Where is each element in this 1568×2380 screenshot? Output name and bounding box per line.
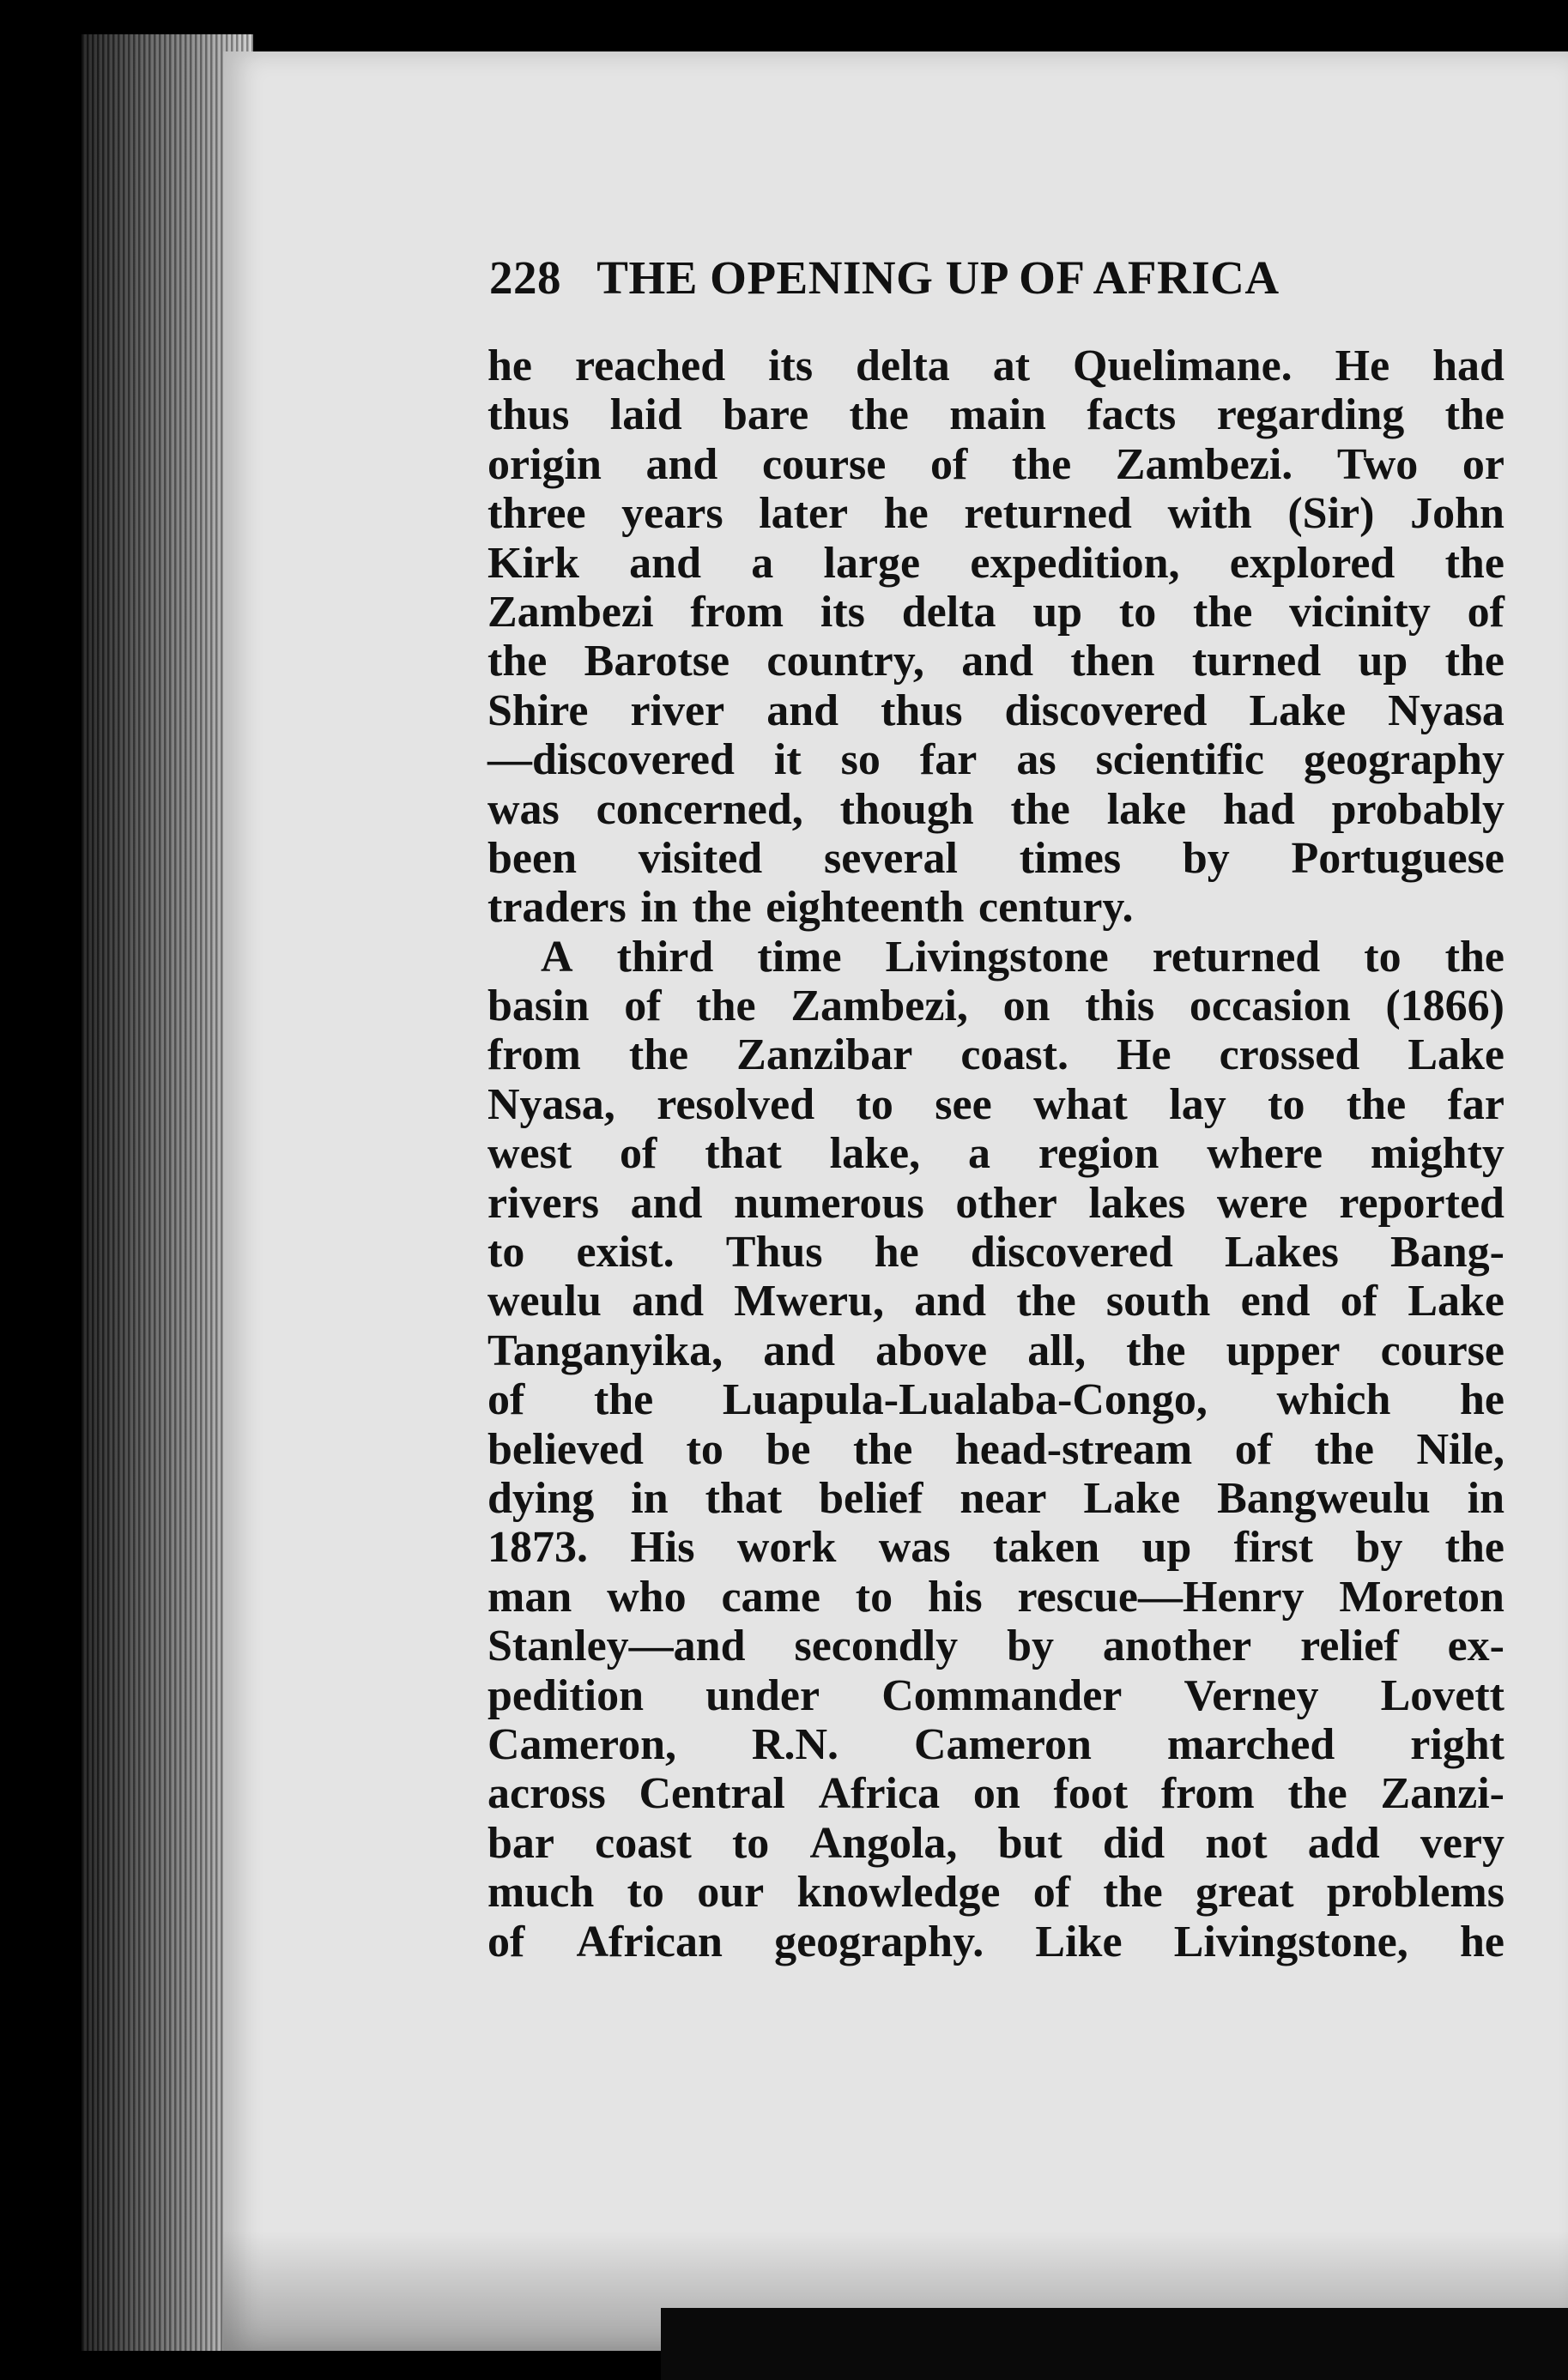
text-line bbox=[487, 1326, 1504, 1375]
text-line bbox=[487, 1720, 1504, 1769]
word: times bbox=[1019, 833, 1122, 883]
word: the bbox=[849, 390, 909, 440]
word: Mweru, bbox=[734, 1277, 884, 1326]
word: very bbox=[1420, 1818, 1504, 1868]
text-line bbox=[487, 735, 1504, 784]
text-line bbox=[487, 1769, 1504, 1818]
word: of bbox=[1340, 1277, 1378, 1326]
word: Lovett bbox=[1380, 1670, 1504, 1720]
word: Cameron, bbox=[487, 1719, 677, 1769]
word: the bbox=[1010, 784, 1070, 834]
word: great bbox=[1196, 1868, 1294, 1918]
text-line bbox=[487, 440, 1504, 489]
word: under bbox=[705, 1670, 820, 1720]
text-line bbox=[487, 390, 1504, 439]
word: basin bbox=[487, 982, 590, 1031]
word: on bbox=[972, 1769, 1020, 1819]
word: and bbox=[645, 439, 718, 489]
word: so bbox=[840, 735, 881, 785]
word: lake, bbox=[829, 1129, 921, 1179]
word: west bbox=[487, 1129, 572, 1179]
word: bare bbox=[723, 390, 809, 440]
word: the bbox=[487, 637, 548, 686]
word: near bbox=[960, 1473, 1047, 1523]
running-head bbox=[489, 251, 1399, 305]
text-line bbox=[487, 1030, 1504, 1079]
word: century. bbox=[978, 883, 1134, 933]
word: at bbox=[992, 341, 1031, 390]
word: add bbox=[1307, 1818, 1380, 1868]
word: and bbox=[630, 1178, 703, 1228]
word: Lake bbox=[1083, 1473, 1181, 1523]
word: main bbox=[949, 390, 1046, 440]
word: and bbox=[629, 538, 701, 588]
word: resolved bbox=[657, 1079, 815, 1129]
word: see bbox=[935, 1079, 992, 1129]
word: Central bbox=[639, 1769, 785, 1819]
word: numerous bbox=[734, 1178, 924, 1228]
word: the bbox=[692, 883, 752, 933]
word: much bbox=[487, 1868, 595, 1918]
word: Two bbox=[1336, 439, 1419, 489]
word: he bbox=[883, 489, 929, 539]
word: in bbox=[640, 883, 678, 933]
word: pedition bbox=[487, 1670, 645, 1720]
word: the bbox=[628, 1030, 689, 1080]
word: weulu bbox=[487, 1277, 602, 1326]
word: were bbox=[1216, 1178, 1308, 1228]
word: returned bbox=[1152, 932, 1321, 982]
word: regarding bbox=[1216, 390, 1405, 440]
text-line bbox=[487, 1474, 1504, 1523]
word: its bbox=[820, 587, 865, 637]
word: foot bbox=[1053, 1769, 1129, 1819]
word: problems bbox=[1326, 1868, 1504, 1918]
word: across bbox=[487, 1769, 606, 1819]
word: believed bbox=[487, 1424, 644, 1474]
word: Stanley—and bbox=[487, 1622, 746, 1671]
word: concerned, bbox=[596, 784, 803, 834]
word: turned bbox=[1191, 637, 1322, 686]
word: reported bbox=[1339, 1178, 1504, 1228]
word: Like bbox=[1035, 1917, 1123, 1966]
word: Lake bbox=[1249, 686, 1347, 735]
word: Thus bbox=[725, 1228, 823, 1278]
word: three bbox=[487, 489, 586, 539]
word: discovered bbox=[970, 1228, 1173, 1278]
word: in bbox=[631, 1473, 669, 1523]
word: eighteenth bbox=[766, 883, 965, 933]
word: knowledge bbox=[796, 1868, 1001, 1918]
word: end bbox=[1240, 1277, 1311, 1326]
word: he bbox=[1459, 1375, 1504, 1425]
word: delta bbox=[856, 341, 950, 390]
word: lakes bbox=[1088, 1178, 1186, 1228]
word: had bbox=[1222, 784, 1295, 834]
word: to bbox=[855, 1572, 893, 1622]
text-line bbox=[487, 1179, 1504, 1228]
word: he bbox=[487, 341, 532, 390]
word: mighty bbox=[1370, 1129, 1504, 1179]
word: man bbox=[487, 1572, 572, 1622]
word: this bbox=[1085, 982, 1155, 1031]
word: bar bbox=[487, 1818, 554, 1868]
word: He bbox=[1335, 341, 1390, 390]
page-number: 228 bbox=[489, 251, 561, 304]
word: scientific bbox=[1095, 735, 1264, 785]
word: with bbox=[1167, 489, 1252, 539]
word: far bbox=[1447, 1079, 1504, 1129]
word: south bbox=[1105, 1277, 1211, 1326]
word: His bbox=[630, 1523, 695, 1573]
word: where bbox=[1207, 1129, 1323, 1179]
word: above bbox=[875, 1326, 988, 1375]
word: the bbox=[1193, 587, 1253, 637]
word: to bbox=[686, 1424, 723, 1474]
word: to bbox=[1118, 587, 1157, 637]
word: another bbox=[1102, 1622, 1252, 1671]
word: the bbox=[1016, 1277, 1076, 1326]
word: time bbox=[757, 932, 842, 982]
word: several bbox=[823, 833, 958, 883]
word: the bbox=[1444, 538, 1504, 588]
text-line bbox=[487, 1868, 1504, 1917]
word: Africa bbox=[818, 1769, 941, 1819]
word: facts bbox=[1087, 390, 1177, 440]
word: its bbox=[768, 341, 814, 390]
word: of bbox=[1467, 587, 1504, 637]
text-line bbox=[487, 883, 1504, 932]
word: on bbox=[1002, 982, 1050, 1031]
word: of bbox=[929, 439, 968, 489]
word: expedition, bbox=[970, 538, 1180, 588]
word: it bbox=[773, 735, 802, 785]
word: returned bbox=[964, 489, 1132, 539]
word: delta bbox=[901, 587, 996, 637]
text-line bbox=[487, 1228, 1504, 1277]
word: A bbox=[541, 932, 573, 982]
word: Luapula-Lualaba-Congo, bbox=[722, 1375, 1208, 1425]
text-line bbox=[487, 1918, 1504, 1966]
word: marched bbox=[1166, 1719, 1335, 1769]
word: though bbox=[839, 784, 974, 834]
word: dying bbox=[487, 1473, 595, 1523]
text-line bbox=[487, 933, 1504, 982]
word: of bbox=[487, 1917, 525, 1966]
text-line bbox=[487, 785, 1504, 834]
word: the bbox=[1287, 1769, 1347, 1819]
word: crossed bbox=[1219, 1030, 1360, 1080]
word: to bbox=[731, 1818, 770, 1868]
word: Tanganyika, bbox=[487, 1326, 723, 1375]
word: course bbox=[1380, 1326, 1504, 1375]
body-text bbox=[487, 341, 1504, 1966]
word: (Sir) bbox=[1287, 489, 1375, 539]
word: Nyasa bbox=[1388, 686, 1504, 735]
text-line bbox=[487, 588, 1504, 637]
word: lake bbox=[1106, 784, 1187, 834]
word: Zanzi- bbox=[1380, 1769, 1504, 1819]
word: by bbox=[1182, 833, 1230, 883]
text-line bbox=[487, 1375, 1504, 1424]
word: Lake bbox=[1408, 1277, 1504, 1326]
word: who bbox=[607, 1572, 687, 1622]
word: Lake bbox=[1408, 1030, 1504, 1080]
word: third bbox=[616, 932, 714, 982]
word: reached bbox=[574, 341, 726, 390]
word: the bbox=[1444, 390, 1504, 440]
word: probably bbox=[1331, 784, 1504, 834]
word: the bbox=[593, 1375, 654, 1425]
word: rivers bbox=[487, 1178, 599, 1228]
word: far bbox=[919, 735, 978, 785]
word: origin bbox=[487, 439, 602, 489]
text-line bbox=[487, 1425, 1504, 1474]
word: rescue—Henry bbox=[1017, 1572, 1305, 1622]
word: by bbox=[1355, 1523, 1403, 1573]
word: and bbox=[961, 637, 1034, 686]
word: from bbox=[1160, 1769, 1255, 1819]
word: —discovered bbox=[487, 735, 735, 785]
word: the bbox=[1103, 1868, 1163, 1918]
word: or bbox=[1462, 439, 1504, 489]
word: our bbox=[697, 1868, 765, 1918]
word: the bbox=[1346, 1079, 1407, 1129]
word: that bbox=[705, 1473, 783, 1523]
text-line bbox=[487, 539, 1504, 588]
word: discovered bbox=[1004, 686, 1208, 735]
word: right bbox=[1410, 1719, 1504, 1769]
word: vicinity bbox=[1289, 587, 1431, 637]
word: the bbox=[1314, 1424, 1374, 1474]
text-line bbox=[487, 1080, 1504, 1129]
word: his bbox=[927, 1572, 983, 1622]
word: Livingstone bbox=[885, 932, 1109, 982]
word: up bbox=[1032, 587, 1083, 637]
word: did bbox=[1102, 1818, 1165, 1868]
word: up bbox=[1358, 637, 1408, 686]
word: Verney bbox=[1184, 1670, 1319, 1720]
text-line bbox=[487, 637, 1504, 686]
word: the bbox=[1444, 932, 1504, 982]
word: relief bbox=[1300, 1622, 1399, 1671]
word: R.N. bbox=[751, 1719, 839, 1769]
word: the bbox=[1011, 439, 1072, 489]
text-line bbox=[487, 1523, 1504, 1572]
word: geography. bbox=[774, 1917, 984, 1966]
word: be bbox=[766, 1424, 811, 1474]
word: the bbox=[1444, 1523, 1504, 1573]
word: other bbox=[955, 1178, 1057, 1228]
word: he bbox=[1459, 1917, 1504, 1966]
text-line bbox=[487, 341, 1504, 390]
word: river bbox=[630, 686, 725, 735]
word: had bbox=[1432, 341, 1504, 390]
word: from bbox=[487, 1030, 581, 1080]
word: what bbox=[1033, 1079, 1128, 1129]
word: exist. bbox=[576, 1228, 675, 1278]
word: (1866) bbox=[1385, 982, 1504, 1031]
word: country, bbox=[766, 637, 924, 686]
word: Moreton bbox=[1339, 1572, 1504, 1622]
word: to bbox=[1364, 932, 1402, 982]
word: Zambezi. bbox=[1115, 439, 1293, 489]
word: Livingstone, bbox=[1173, 1917, 1408, 1966]
word: been bbox=[487, 833, 577, 883]
word: to bbox=[856, 1079, 893, 1129]
word: ex- bbox=[1447, 1622, 1504, 1671]
word: He bbox=[1117, 1030, 1171, 1080]
word: of bbox=[1032, 1868, 1071, 1918]
word: course bbox=[761, 439, 887, 489]
word: first bbox=[1233, 1523, 1314, 1573]
word: not bbox=[1205, 1818, 1268, 1868]
text-line bbox=[487, 1671, 1504, 1720]
word: head-stream bbox=[954, 1424, 1193, 1474]
word: upper bbox=[1226, 1326, 1341, 1375]
word: Zanzibar bbox=[736, 1030, 913, 1080]
word: in bbox=[1467, 1473, 1504, 1523]
word: was bbox=[878, 1523, 951, 1573]
word: and bbox=[632, 1277, 705, 1326]
word: Cameron bbox=[913, 1719, 1092, 1769]
word: of bbox=[1234, 1424, 1273, 1474]
word: coast bbox=[595, 1818, 692, 1868]
word: Portuguese bbox=[1291, 833, 1504, 883]
text-line bbox=[487, 686, 1504, 735]
word: explored bbox=[1229, 538, 1395, 588]
text-line bbox=[487, 1129, 1504, 1178]
word: laid bbox=[609, 390, 682, 440]
word: as bbox=[1016, 735, 1056, 785]
word: of bbox=[487, 1375, 525, 1425]
word: African bbox=[576, 1917, 723, 1966]
word: a bbox=[967, 1129, 990, 1179]
word: Quelimane. bbox=[1073, 341, 1293, 390]
text-line bbox=[487, 1622, 1504, 1670]
word: the bbox=[1126, 1326, 1186, 1375]
word: but bbox=[997, 1818, 1062, 1868]
word: years bbox=[621, 489, 723, 539]
word: Bang- bbox=[1390, 1228, 1504, 1278]
word: to bbox=[627, 1868, 664, 1918]
word: Lakes bbox=[1224, 1228, 1339, 1278]
text-line bbox=[487, 982, 1504, 1030]
word: Zambezi bbox=[487, 587, 654, 637]
word: large bbox=[823, 538, 921, 588]
word: thus bbox=[487, 390, 570, 440]
word: Nyasa, bbox=[487, 1079, 615, 1129]
word: lay bbox=[1169, 1079, 1226, 1129]
word: 1873. bbox=[487, 1523, 588, 1573]
word: the bbox=[852, 1424, 913, 1474]
word: region bbox=[1038, 1129, 1159, 1179]
word: from bbox=[690, 587, 784, 637]
word: Kirk bbox=[487, 538, 579, 588]
word: occasion bbox=[1189, 982, 1351, 1031]
text-line bbox=[487, 834, 1504, 883]
word: work bbox=[736, 1523, 837, 1573]
word: visited bbox=[638, 833, 763, 883]
word: Bangweulu bbox=[1217, 1473, 1431, 1523]
word: taken bbox=[992, 1523, 1100, 1573]
word: of bbox=[620, 1129, 657, 1179]
word: John bbox=[1410, 489, 1504, 539]
word: of bbox=[624, 982, 662, 1031]
word: and bbox=[766, 686, 839, 735]
word: by bbox=[1007, 1622, 1054, 1671]
word: up bbox=[1141, 1523, 1192, 1573]
word: the bbox=[696, 982, 756, 1031]
word: to bbox=[487, 1228, 525, 1278]
word: came bbox=[721, 1572, 820, 1622]
running-title: THE OPENING UP OF AFRICA bbox=[596, 251, 1280, 304]
word: then bbox=[1070, 637, 1155, 686]
word: which bbox=[1276, 1375, 1391, 1425]
word: geography bbox=[1303, 735, 1504, 785]
word: thus bbox=[881, 686, 963, 735]
word: a bbox=[751, 538, 774, 588]
word: Commander bbox=[881, 1670, 1123, 1720]
word: traders bbox=[487, 883, 627, 933]
word: Zambezi, bbox=[790, 982, 968, 1031]
word: Nile, bbox=[1416, 1424, 1504, 1474]
word: Shire bbox=[487, 686, 589, 735]
word: belief bbox=[819, 1473, 923, 1523]
word: the bbox=[1444, 637, 1504, 686]
word: later bbox=[759, 489, 849, 539]
word: Barotse bbox=[584, 637, 730, 686]
word: all, bbox=[1027, 1326, 1087, 1375]
scan-border bbox=[661, 2308, 1568, 2380]
word: coast. bbox=[960, 1030, 1069, 1080]
word: was bbox=[487, 784, 560, 834]
word: Angola, bbox=[809, 1818, 958, 1868]
text-line bbox=[487, 1277, 1504, 1326]
text-line bbox=[487, 1819, 1504, 1868]
word: that bbox=[705, 1129, 782, 1179]
text-line bbox=[487, 1573, 1504, 1622]
word: and bbox=[914, 1277, 987, 1326]
word: he bbox=[874, 1228, 919, 1278]
word: and bbox=[763, 1326, 836, 1375]
word: to bbox=[1268, 1079, 1305, 1129]
word: secondly bbox=[794, 1622, 959, 1671]
text-line bbox=[487, 489, 1504, 538]
